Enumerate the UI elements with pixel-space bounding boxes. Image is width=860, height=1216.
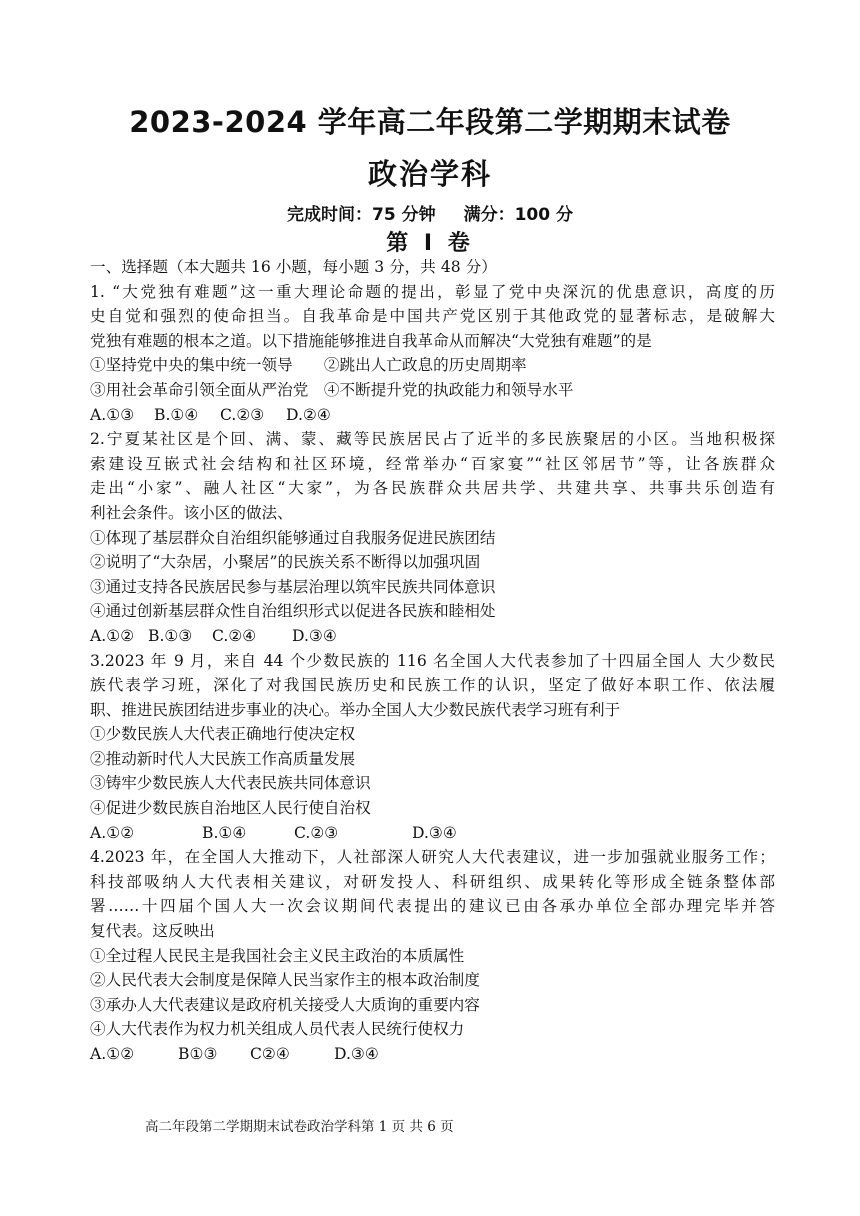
stem-line: 2.宁夏某社区是个回、满、蒙、藏等民族居民占了近半的多民族聚居的小区。当地积极探: [90, 430, 775, 449]
choice-item: ③承办人大代表建议是政府机关接受人大质询的重要内容: [90, 995, 480, 1014]
question-3: [90, 649, 775, 846]
choice-item: ①坚持党中央的集中统一领导 ②跳出人亡政息的历史周期率: [90, 356, 527, 375]
option-a: A.①③: [90, 405, 135, 424]
stem-line: 索建设互嵌式社会结构和社区环境，经常举办“百家宴”“社区邻居节”等，让各族群众: [90, 454, 775, 473]
exam-info: [0, 200, 860, 225]
option-c: C②④: [250, 1045, 290, 1063]
choice-item: ④通过创新基层群众性自治组织形式以促进各民族和睦相处: [90, 602, 496, 621]
question-1: [90, 280, 775, 428]
volume-heading: 第 Ⅰ 卷: [386, 231, 474, 256]
stem-line: 复代表。这反映出: [90, 922, 215, 941]
stem-line: 利社会条件。该小区的做法、: [90, 503, 293, 522]
choice-item: ①全过程人民民主是我国社会主义民主政治的本质属性: [90, 946, 465, 965]
option-b: B.①④: [154, 405, 199, 424]
stem-line: 4.2023 年，在全国人大推动下，人社部深人研究人大代表建议，进一步加强就业服务工作；: [90, 848, 775, 867]
answer-options: [90, 403, 775, 428]
option-c: C.②③: [220, 405, 265, 424]
stem-line: 走出“小家”、融人社区“大家”，为各民族群众共居共学、共建共享、共事共乐创造有: [90, 479, 775, 498]
choice-item: ③铸牢少数民族人大代表民族共同体意识: [90, 774, 371, 793]
stem-line: 署……十四届个国人大一次会议期间代表提出的建议已由各承办单位全部办理完毕并答: [90, 897, 775, 916]
page-footer: 高二年段第二学期期末试卷政治学科第 1 页 共 6 页: [145, 1119, 454, 1135]
option-a: A.①②: [90, 1045, 135, 1063]
answer-options: [90, 821, 775, 846]
time-limit: 完成时间：75 分钟: [287, 205, 436, 225]
option-d: D.②④: [286, 405, 331, 424]
choice-item: ③用社会革命引领全面从严治党 ④不断提升党的执政能力和领导水平: [90, 380, 574, 399]
option-c: C.②④: [212, 626, 257, 645]
answer-options: [90, 1042, 775, 1067]
choice-item: ②推动新时代人大民族工作高质量发展: [90, 749, 356, 768]
choice-item: ①少数民族人大代表正确地行使决定权: [90, 725, 356, 744]
option-d: D.③④: [292, 626, 337, 645]
option-b: B.①④: [202, 823, 247, 842]
choice-item: ①体现了基层群众自治组织能够通过自我服务促进民族团结: [90, 528, 496, 547]
section-heading: 一、选择题（本大题共 16 小题，每小题 3 分，共 48 分）: [90, 258, 497, 276]
choice-item: ②说明了“大杂居，小聚居”的民族关系不断得以加强巩固: [90, 553, 481, 572]
stem-line: 3.2023 年 9 月，来自 44 个少数民族的 116 名全国人大代表参加了十四届全国人 大少数民: [90, 651, 775, 670]
stem-line: 1. “大党独有难题”这一重大理论命题的提出，彰显了党中央深沉的优患意识，高度的历: [90, 282, 775, 301]
option-d: D.③④: [412, 823, 457, 842]
option-b: B.①③: [148, 626, 193, 645]
stem-line: 职、推进民族团结进步事业的决心。举办全国人大少数民族代表学习班有利于: [90, 700, 621, 719]
question-2: [90, 427, 775, 648]
choice-item: ④促进少数民族自治地区人民行使自治权: [90, 799, 371, 818]
option-a: A.①②: [90, 823, 135, 842]
exam-title: 2023-2024 学年高二年段第二学期期末试卷: [129, 105, 731, 139]
choice-item: ④人大代表作为权力机关组成人员代表人民统行使权力: [90, 1020, 465, 1039]
stem-line: 科技部吸纳人大代表相关建议，对研发投人、科研组织、成果转化等形成全链条整体部: [90, 872, 775, 891]
stem-line: 党独有难题的根本之道。以下措施能够推进自我革命从而解决“大党独有难题”的是: [90, 331, 652, 350]
subject-title: 政治学科: [367, 157, 492, 191]
option-a: A.①②: [90, 626, 135, 645]
question-4: [90, 845, 775, 1066]
choice-item: ③通过支持各民族居民参与基层治理以筑牢民族共同体意识: [90, 577, 496, 596]
question-body: [90, 255, 775, 1067]
option-b: B①③: [178, 1045, 218, 1063]
stem-line: 史自觉和强烈的使命担当。自我革命是中国共产党区别于其他政党的显著标志，是破解大: [90, 307, 775, 326]
option-d: D.③④: [334, 1045, 379, 1063]
option-c: C.②③: [294, 823, 339, 842]
full-score: 满分：100 分: [463, 205, 573, 225]
choice-item: ②人民代表大会制度是保障人民当家作主的根本政治制度: [90, 971, 480, 990]
stem-line: 族代表学习班，深化了对我国民族历史和民族工作的认识，坚定了做好本职工作、依法履: [90, 676, 775, 695]
answer-options: [90, 624, 775, 649]
